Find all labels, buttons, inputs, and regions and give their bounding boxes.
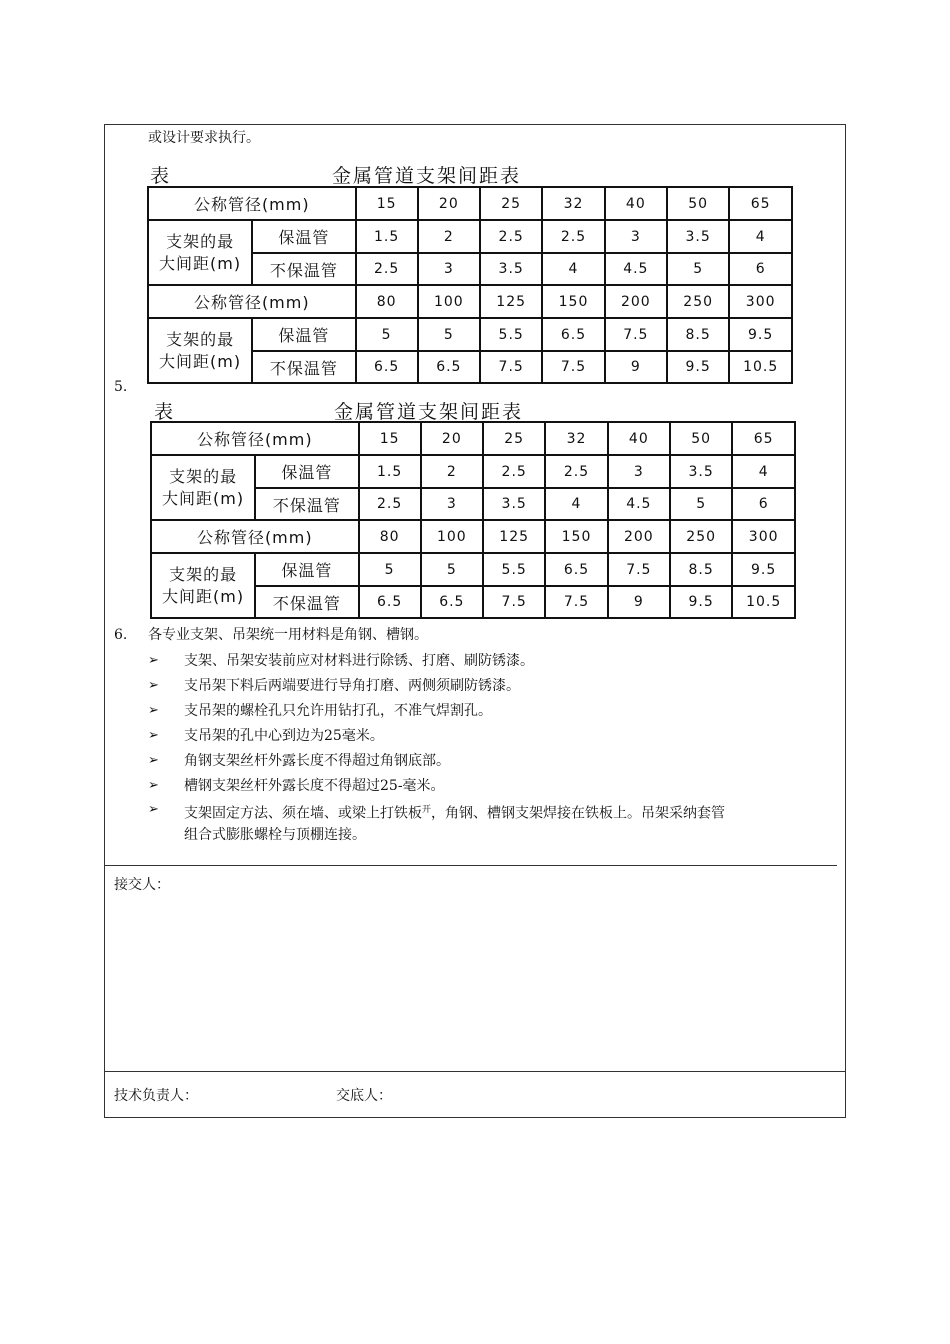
insulated-spacing-cell: 2.5	[483, 455, 545, 488]
uninsulated-spacing-cell: 6.5	[418, 351, 480, 383]
diameter-cell: 250	[667, 285, 729, 318]
row-head-line: 大间距(m)	[162, 488, 245, 508]
uninsulated-spacing-cell: 3	[418, 253, 480, 285]
diameter-cell: 100	[418, 285, 480, 318]
bullet-arrow-icon: ➢	[148, 802, 159, 817]
bullet-item: 角钢支架丝杆外露长度不得超过角钢底部。	[184, 753, 450, 769]
diameter-cell: 50	[670, 422, 732, 455]
insulated-spacing-cell: 9.5	[732, 553, 795, 586]
uninsulated-spacing-cell: 2.5	[359, 488, 421, 520]
nominal-diameter-label: 公称管径(mm)	[151, 422, 359, 455]
row-head-line: 支架的最	[166, 231, 235, 251]
row-head-line: 支架的最	[169, 466, 238, 486]
insulated-label: 保温管	[252, 220, 355, 253]
table-row	[148, 318, 792, 351]
insulated-spacing-cell: 5.5	[480, 318, 542, 351]
insulated-spacing-cell: 5	[359, 553, 421, 586]
uninsulated-spacing-cell: 3	[421, 488, 483, 520]
uninsulated-spacing-cell: 7.5	[480, 351, 542, 383]
diameter-cell: 250	[670, 520, 732, 553]
uninsulated-spacing-cell: 6.5	[421, 586, 483, 618]
uninsulated-spacing-cell: 3.5	[483, 488, 545, 520]
uninsulated-label: 不保温管	[252, 351, 355, 383]
item-5-number: 5.	[114, 379, 128, 395]
diameter-cell: 25	[483, 422, 545, 455]
bullet-arrow-icon: ➢	[148, 678, 159, 693]
diameter-cell: 125	[483, 520, 545, 553]
table-row	[148, 220, 792, 253]
insulated-spacing-cell: 4	[732, 455, 795, 488]
table-caption-prefix: 表	[150, 165, 170, 187]
uninsulated-spacing-cell: 10.5	[729, 351, 792, 383]
uninsulated-spacing-cell: 7.5	[545, 586, 607, 618]
insulated-spacing-cell: 4	[729, 220, 792, 253]
diameter-cell: 200	[605, 285, 667, 318]
handover-label: 交底人：	[336, 1088, 392, 1104]
insulated-spacing-cell: 8.5	[667, 318, 729, 351]
bullet-item: 支架、吊架安装前应对材料进行除锈、打磨、刷防锈漆。	[184, 653, 534, 669]
item-6-text: 各专业支架、吊架统一用材料是角钢、槽钢。	[148, 627, 428, 643]
bullet-item-last	[184, 801, 725, 823]
nominal-diameter-label: 公称管径(mm)	[151, 520, 359, 553]
table-row	[151, 520, 795, 553]
pipe-support-spacing-table	[150, 421, 796, 619]
insulated-spacing-cell: 8.5	[670, 553, 732, 586]
uninsulated-spacing-cell: 10.5	[732, 586, 795, 618]
section-divider	[104, 865, 837, 866]
table-row	[151, 422, 795, 455]
section-divider	[104, 1071, 846, 1072]
insulated-spacing-cell: 2	[418, 220, 480, 253]
uninsulated-spacing-cell: 6	[729, 253, 792, 285]
uninsulated-spacing-cell: 9	[608, 586, 670, 618]
table-row	[151, 455, 795, 488]
diameter-cell: 20	[421, 422, 483, 455]
uninsulated-spacing-cell: 4	[542, 253, 604, 285]
diameter-cell: 80	[359, 520, 421, 553]
bullet-text: 支架固定方法、须在墙、或梁上打铁板	[184, 805, 422, 822]
insulated-label: 保温管	[252, 318, 355, 351]
diameter-cell: 200	[608, 520, 670, 553]
insulated-spacing-cell: 7.5	[608, 553, 670, 586]
diameter-cell: 300	[732, 520, 795, 553]
insulated-spacing-cell: 1.5	[356, 220, 418, 253]
pipe-support-spacing-table	[147, 186, 793, 384]
table-row	[148, 187, 792, 220]
bullet-arrow-icon: ➢	[148, 753, 159, 768]
max-spacing-row-head	[148, 318, 252, 383]
uninsulated-spacing-cell: 7.5	[483, 586, 545, 618]
diameter-cell: 65	[732, 422, 795, 455]
bullet-arrow-icon: ➢	[148, 778, 159, 793]
insulated-spacing-cell: 5	[356, 318, 418, 351]
insulated-label: 保温管	[255, 553, 358, 586]
insulated-spacing-cell: 2	[421, 455, 483, 488]
table-row	[151, 553, 795, 586]
insulated-spacing-cell: 5.5	[483, 553, 545, 586]
bullet-item: 槽钢支架丝杆外露长度不得超过25-毫米。	[184, 778, 445, 794]
tech-lead-label: 技术负责人：	[114, 1088, 198, 1104]
insulated-spacing-cell: 5	[418, 318, 480, 351]
insulated-spacing-cell: 3	[605, 220, 667, 253]
max-spacing-row-head	[151, 553, 255, 618]
bullet-text: ，角钢、槽钢支架焊接在铁板上。吊架采纳套管	[431, 805, 726, 822]
max-spacing-row-head	[148, 220, 252, 285]
row-head-line: 大间距(m)	[162, 586, 245, 606]
insulated-spacing-cell: 6.5	[542, 318, 604, 351]
insulated-spacing-cell: 2.5	[542, 220, 604, 253]
diameter-cell: 150	[545, 520, 607, 553]
insulated-spacing-cell: 3	[608, 455, 670, 488]
intro-text: 或设计要求执行。	[148, 130, 260, 146]
insulated-spacing-cell: 3.5	[670, 455, 732, 488]
uninsulated-spacing-cell: 9.5	[670, 586, 732, 618]
uninsulated-spacing-cell: 9	[605, 351, 667, 383]
bullet-item: 支吊架下料后两端要进行导角打磨、两侧须刷防锈漆。	[184, 678, 520, 694]
uninsulated-spacing-cell: 6.5	[359, 586, 421, 618]
diameter-cell: 125	[480, 285, 542, 318]
bullet-arrow-icon: ➢	[148, 703, 159, 718]
uninsulated-spacing-cell: 6.5	[356, 351, 418, 383]
item-6-number: 6.	[114, 627, 128, 643]
uninsulated-spacing-cell: 6	[732, 488, 795, 520]
table-caption-title: 金属管道支架间距表	[334, 401, 524, 423]
diameter-cell: 150	[542, 285, 604, 318]
diameter-cell: 100	[421, 520, 483, 553]
table-caption-title: 金属管道支架间距表	[332, 165, 522, 187]
insulated-spacing-cell: 6.5	[545, 553, 607, 586]
max-spacing-row-head	[151, 455, 255, 520]
bullet-arrow-icon: ➢	[148, 728, 159, 743]
nominal-diameter-label: 公称管径(mm)	[148, 187, 356, 220]
insulated-spacing-cell: 9.5	[729, 318, 792, 351]
diameter-cell: 50	[667, 187, 729, 220]
uninsulated-spacing-cell: 4	[545, 488, 607, 520]
row-head-line: 支架的最	[166, 329, 235, 349]
table-row	[148, 285, 792, 318]
bullet-item: 支吊架的螺栓孔只允许用钻打孔，不准气焊割孔。	[184, 703, 492, 719]
diameter-cell: 20	[418, 187, 480, 220]
row-head-line: 支架的最	[169, 564, 238, 584]
diameter-cell: 32	[542, 187, 604, 220]
uninsulated-label: 不保温管	[255, 488, 358, 520]
diameter-cell: 15	[356, 187, 418, 220]
uninsulated-spacing-cell: 4.5	[605, 253, 667, 285]
diameter-cell: 32	[545, 422, 607, 455]
insulated-spacing-cell: 2.5	[545, 455, 607, 488]
uninsulated-label: 不保温管	[252, 253, 355, 285]
insulated-spacing-cell: 7.5	[605, 318, 667, 351]
uninsulated-spacing-cell: 5	[667, 253, 729, 285]
diameter-cell: 65	[729, 187, 792, 220]
nominal-diameter-label: 公称管径(mm)	[148, 285, 356, 318]
uninsulated-spacing-cell: 4.5	[608, 488, 670, 520]
table-caption-prefix: 表	[154, 401, 174, 423]
diameter-cell: 80	[356, 285, 418, 318]
insulated-spacing-cell: 2.5	[480, 220, 542, 253]
uninsulated-spacing-cell: 9.5	[667, 351, 729, 383]
uninsulated-label: 不保温管	[255, 586, 358, 618]
diameter-cell: 300	[729, 285, 792, 318]
bullet-superscript: 开	[422, 805, 432, 815]
bullet-item-last-line2: 组合式膨胀螺栓与顶棚连接。	[184, 827, 366, 843]
bullet-arrow-icon: ➢	[148, 653, 159, 668]
receiver-label: 接交人：	[114, 877, 170, 893]
uninsulated-spacing-cell: 5	[670, 488, 732, 520]
row-head-line: 大间距(m)	[159, 351, 242, 371]
bullet-item: 支吊架的孔中心到边为25毫米。	[184, 728, 384, 744]
insulated-label: 保温管	[255, 455, 358, 488]
diameter-cell: 40	[608, 422, 670, 455]
diameter-cell: 15	[359, 422, 421, 455]
diameter-cell: 25	[480, 187, 542, 220]
insulated-spacing-cell: 3.5	[667, 220, 729, 253]
row-head-line: 大间距(m)	[159, 253, 242, 273]
uninsulated-spacing-cell: 3.5	[480, 253, 542, 285]
insulated-spacing-cell: 5	[421, 553, 483, 586]
diameter-cell: 40	[605, 187, 667, 220]
insulated-spacing-cell: 1.5	[359, 455, 421, 488]
uninsulated-spacing-cell: 2.5	[356, 253, 418, 285]
uninsulated-spacing-cell: 7.5	[542, 351, 604, 383]
